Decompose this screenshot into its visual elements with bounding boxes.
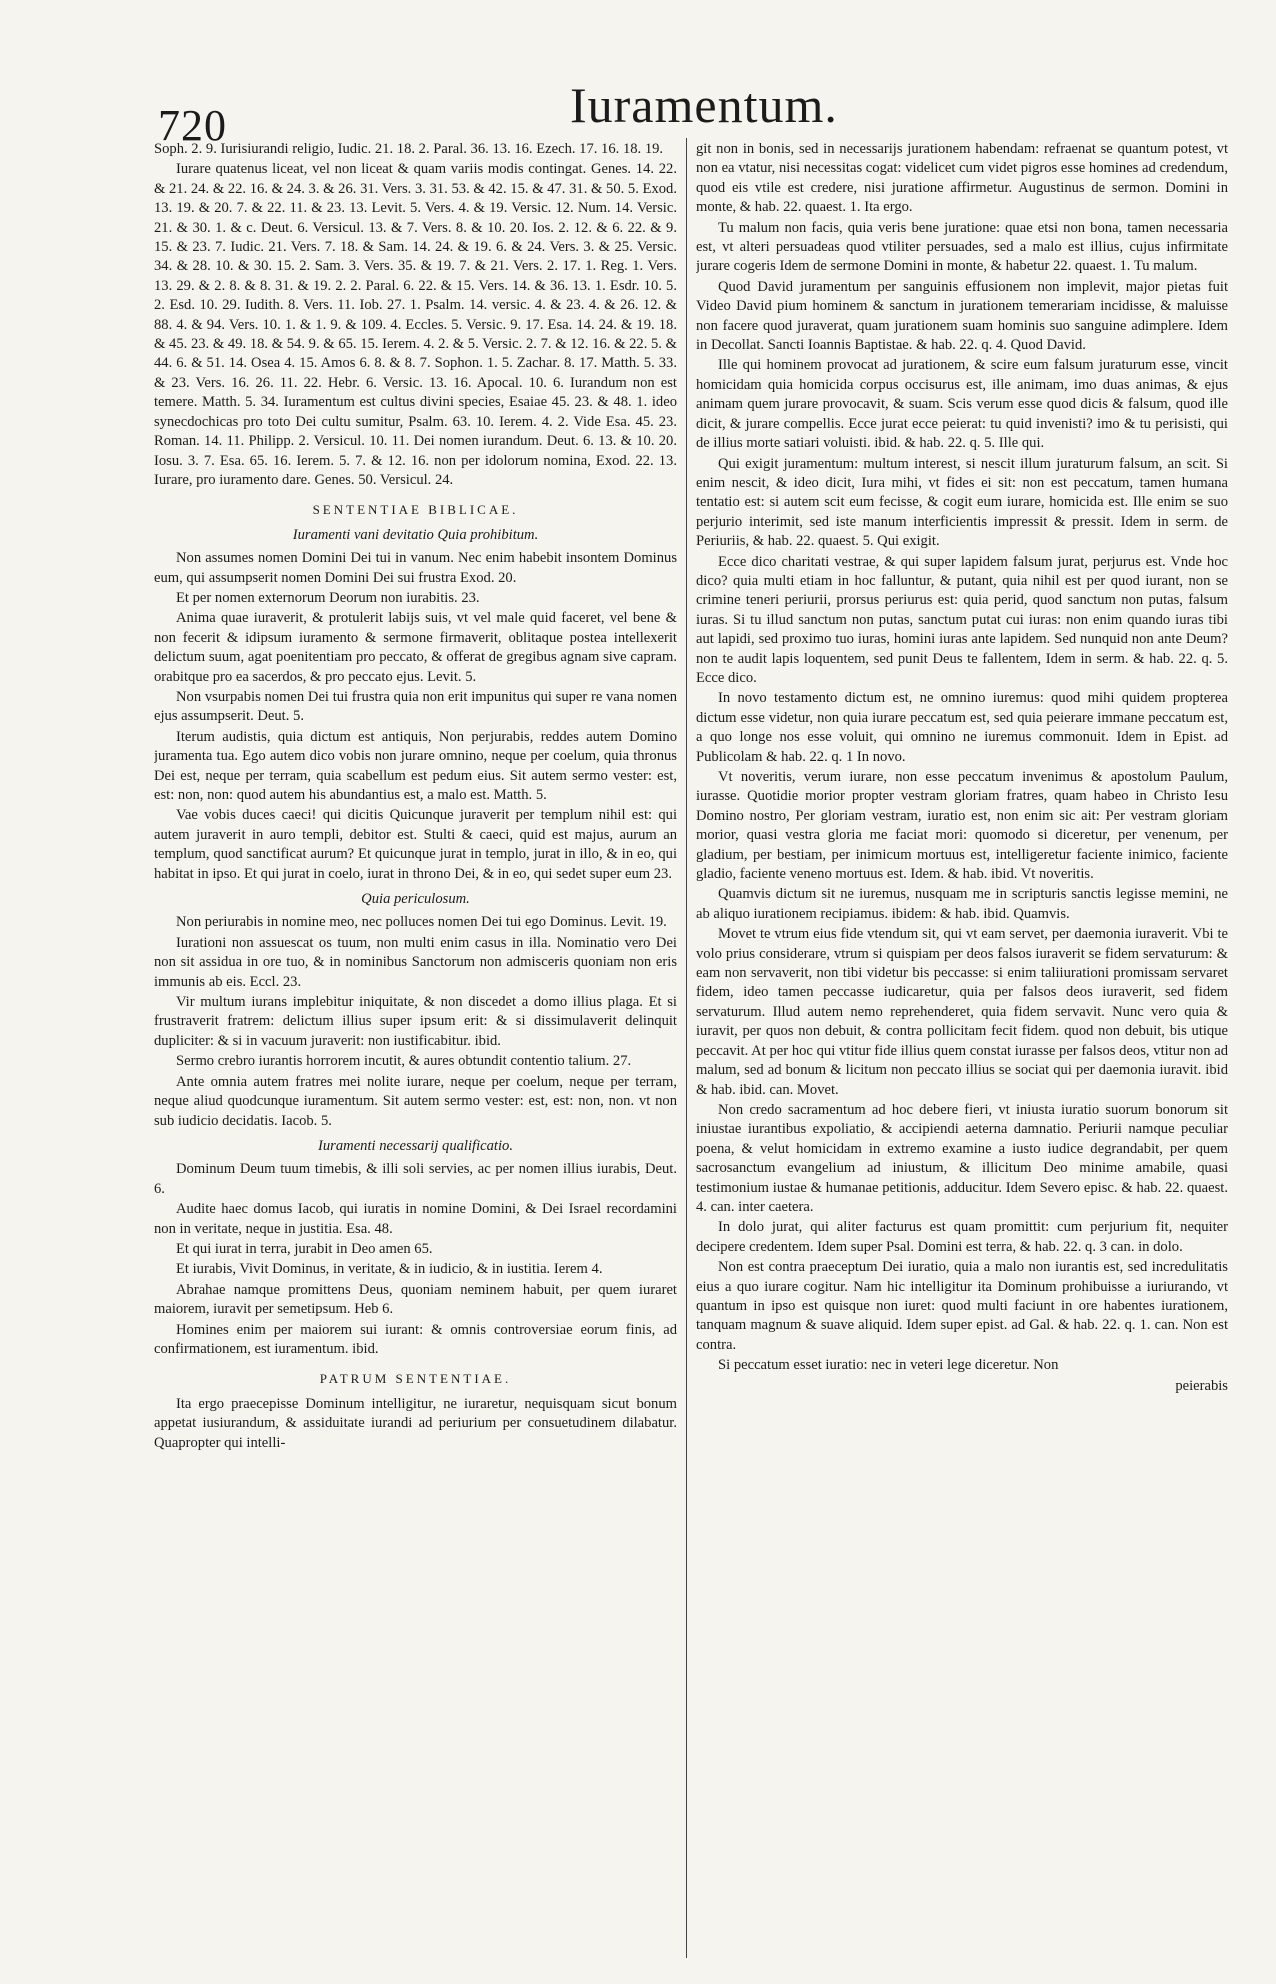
patristic-paragraph: Quamvis dictum sit ne iuremus, nusquam me in scripturis sanctis legisse memini, ne ab aliquo iurationem recipiamus. ibidem: & hab. ibid. Quamvis. bbox=[696, 886, 1228, 922]
patristic-paragraph: Vt noveritis, verum iurare, non esse peccatum invenimus & apostolum Paulum, iurasse. Quotidie morior propter vestram gloriam fratres, quam habeo in Christo Iesu Domino nostro, Per gloriam vestram, iuratio est, non enim sic ait: Per vestram gloriam morior, quasi vestra gloria me faciat mori: quomodo si diceretur, per venenum, per gladium, per bestiam, per inimicum mortuus est, intelligeretur faciente inimico, faciente gladio, faciente veneno mortuus est. Idem. & hab. ibid. Vt noveritis. bbox=[696, 769, 1228, 883]
patristic-paragraph: Non credo sacramentum ad hoc debere fieri, vt iniusta iuratio suorum bonorum sit iniustae iurantibus expoliatio, & accipiendi aeterna damnatio. Periurii namque peculiar poena, & velut homicidam in extremo examine a iusto iudice degrandabit, per quem sacrosanctum evangelium ad iniustum, & illicitum Deo minime amabile, quasi testimonium iustae & humanae petitionis, adducitur. Idem Severo episc. & hab. 22. quaest. 4. can. inter caetera. bbox=[696, 1101, 1228, 1215]
subsection-heading: Iuramenti necessarij qualificatio. bbox=[318, 1137, 513, 1154]
subsection-heading: Iuramenti vani devitatio Quia prohibitum. bbox=[292, 526, 539, 543]
patristic-paragraph: Ecce dico charitati vestrae, & qui super lapidem falsum jurat, perjurus est. Vnde hoc dico? quia multi etiam in hoc falluntur, & putant, quia nihil est per quod iurant, non se crimine teneri periurii, prorsus periurus est: quia perid, quod sanctum non putas, falsum iuras. Si tu illud sanctum non putas, sanctum putat cui iuras: non enim quando iuras tibi aut lapidi, sed proximo tuo iuras, homini iuras ante lapidem. Sed nunquid non ante Deum? non te audit lapis loquentem, sed punit Deus te fallentem, Idem in serm. & hab. 22. q. 5. Ecce dico. bbox=[696, 553, 1228, 686]
patristic-paragraph: Tu malum non facis, quia veris bene juratione: quae etsi non bona, tamen necessaria est, vt alteri persuadeas quod vtiliter persuades, sed a malo est illius, cujus infirmitate jurare cogeris Idem de sermone Domini in monte, & habetur 22. quaest. 1. Tu malum. bbox=[696, 219, 1228, 275]
scripture-paragraph: Et iurabis, Vivit Dominus, in veritate, & in iudicio, & in iustitia. Ierem 4. bbox=[176, 1261, 603, 1278]
citation-paragraph: Iurare quatenus liceat, vel non liceat & quam variis modis contingat. Genes. 14. 22. & 21. 24. & 22. 16. & 24. 3. & 26. 31. Vers. 3. 31. 53. & 42. 15. & 47. 31. & 50. 5. Exod. 13. 19. & 20. 7. & 22. 11. & 23. 13. Levit. 5. Vers. 4. & 19. Versic. 12. Num. 14. Versic. 21. & 30. 1. & c. Deut. 6. Versicul. 13. & 7. Vers. 8. & 10. 20. Ios. 2. 12. & 6. 22. & 9. 15. & 23. 7. Iudic. 21. Vers. 7. 18. & Sam. 14. 24. & 19. 6. & 24. Vers. 3. & 25. Versic. 34. & 28. 10. & 30. 15. 2. Sam. 3. Vers. 35. & 19. 7. & 21. Vers. 2. 17. 1. Reg. 1. Vers. 13. 29. & 2. 8. & 8. 31. & 19. 2. 2. Paral. 6. 22. & 15. Vers. 14. & 36. 13. 1. Esdr. 10. 5. 2. Esd. 10. 29. Iudith. 8. Vers. 11. Iob. 27. 1. Psalm. 14. versic. 4. & 23. 4. & 26. 12. & 88. 4. & 94. Vers. 10. 1. & 1. 9. & 109. 4. Eccles. 5. Versic. 9. 17. Esa. 14. 24. & 19. 18. & 45. 23. & 49. 18. & 54. 9. & 65. 15. Ierem. 4. 2. & 5. Versic. 2. 7. & 12. 16. & 22. 5. & 44. 6. & 51. 14. Osea 4. 15. Amos 6. 8. & 8. 7. Sophon. 1. 5. Zachar. 8. 17. Matth. 5. 33. & 23. Vers. 16. 26. 11. 22. Hebr. 6. Versic. 13. 16. Apocal. 10. 6. Iurandum non est temere. Matth. 5. 34. Iuramentum est cultus divini species, Esaiae 45. 23. & 48. 1. ideo synecdochicas pro toto Dei cultu sumitur, Psalm. 63. 10. Ierem. 4. 2. Vide Esa. 45. 23. Roman. 14. 11. Philipp. 2. Versicul. 10. 11. Dei nomen iurandum. Deut. 6. 13. & 10. 20. Iosu. 3. 7. Esa. 65. 16. Ierem. 5. 7. & 12. 16. non per idolorum nomina, Exod. 22. 13. Iurare, pro iuramento dare. Genes. 50. Versicul. 24. bbox=[154, 161, 677, 488]
left-column bbox=[154, 140, 677, 1960]
scripture-paragraph: Sermo crebro iurantis horrorem incutit, & aures obtundit contentio talium. 27. bbox=[176, 1053, 632, 1070]
column-divider bbox=[686, 138, 687, 1958]
scripture-paragraph: Iterum audistis, quia dictum est antiquis, Non perjurabis, reddes autem Domino juramenta tua. Ego autem dico vobis non jurare omnino, neque per coelum, quia thronus Dei est, neque per terram, quia scabellum est pedum eius. Sit autem sermo vester: est, est: non, non: quod autem his abundantius est, a malo est. Matth. 5. bbox=[154, 728, 677, 803]
scripture-paragraph: Non vsurpabis nomen Dei tui frustra quia non erit impunitus qui super re vana nomen ejus assumpserit. Deut. 5. bbox=[154, 688, 677, 725]
section-heading: PATRUM SENTENTIAE. bbox=[319, 1371, 512, 1387]
scripture-paragraph: Ante omnia autem fratres mei nolite iurare, neque per coelum, neque per terram, neque aliud quodcunque iuramentum. Sit autem sermo vester: est, est: non, non. vt non sub iudicio decidatis. Iacob. 5. bbox=[154, 1073, 677, 1129]
scripture-paragraph: Audite haec domus Iacob, qui iuratis in nomine Domini, & Dei Israel recordamini non in veritate, neque in justitia. Esa. 48. bbox=[154, 1201, 677, 1237]
patristic-paragraph: In novo testamento dictum est, ne omnino iuremus: quod mihi quidem propterea dictum esse videtur, non quia iurare peccatum est, sed quia peierare immane peccatum est, a quo longe nos esse voluit, qui omnino ne iuremus commonuit. Idem in Epist. ad Publicolam & hab. 22. q. 1 In novo. bbox=[696, 690, 1228, 765]
scripture-paragraph: Non assumes nomen Domini Dei tui in vanum. Nec enim habebit insontem Dominus eum, qui assumpserit nomen Domini Dei sui frustra Exod. 20. bbox=[154, 550, 677, 586]
patristic-paragraph: git non in bonis, sed in necessarijs jurationem habendam: refraenat se quantum potest, vt non ea vtatur, nisi necessitas cogat: videlicet cum videt pigros esse homines ad credendum, quod eis vtile est credere, nisi juratione affirmetur. Augustinus de sermon. Domini in monte, & hab. 22. quaest. 1. Ita ergo. bbox=[696, 141, 1228, 216]
patristic-paragraph: Non est contra praeceptum Dei iuratio, quia a malo non iurantis est, sed incredulitatis eius a quo iurare cogitur. Nam hic intelligitur ita Dominum prohibuisse a iuriurando, vt quantum in ipso est quisque non iuret: quod multi faciunt in ore habentes iurationem, tanquam magnum & suave aliquid. Idem super epist. ad Gal. & hab. 22. q. 1. can. Non est contra. bbox=[696, 1259, 1228, 1353]
scripture-paragraph: Et qui iurat in terra, jurabit in Deo amen 65. bbox=[176, 1240, 433, 1257]
scripture-paragraph: Vir multum iurans implebitur iniquitate, & non discedet a domo illius plaga. Et si frustraverit fratrem: delictum illius super ipsum erit: & si dissimulaverit delinquit dupliciter: & si in vacuum juraverit: non iustificabitur. ibid. bbox=[154, 994, 677, 1049]
scripture-paragraph: Dominum Deum tuum timebis, & illi soli servies, ac per nomen illius iurabis, Deut. 6. bbox=[154, 1161, 677, 1197]
citation-paragraph: Soph. 2. 9. Iurisiurandi religio, Iudic. 21. 18. 2. Paral. 36. 13. 16. Ezech. 17. 16. 18. 19. bbox=[154, 141, 664, 157]
scripture-paragraph: Anima quae iuraverit, & protulerit labijs suis, vt vel male quid faceret, vel bene & non fecerit & idipsum iuramento & sermone firmaverit, oblitaque postea intellexerit delictum suum, agat poenitentiam pro peccato, & offerat de gregibus agnam sive capram. orabitque pro ea sacerdos, & pro peccato ejus. Levit. 5. bbox=[154, 610, 677, 685]
patristic-paragraph: Si peccatum esset iuratio: nec in veteri lege diceretur. Non bbox=[718, 1357, 1059, 1374]
patristic-paragraph: Qui exigit juramentum: multum interest, si nescit illum juraturum falsum, an scit. Si enim nescit, & ideo dicit, Iura mihi, vt fides ei sit: non est peccatum, tamen humana tentatio est: si autem scit eum fecisse, & cogit eum iurare, homicida est. Ille enim se suo perjurio interimit, sed iste manum interficientis impressit & pressit. Idem in serm. de Periuriis, & hab. 22. quaest. 5. Qui exigit. bbox=[696, 455, 1228, 550]
patristic-paragraph: Ille qui hominem provocat ad jurationem, & scire eum falsum juraturum esse, vincit homicidam quia homicida corpus occisurus est, ille animam, imo duas animas, & ejus animam quem jurare provocavit, & suam. Scis verum esse quod dicis & falsum, quod ille dicit, & jurare compellis. Ecce jurat ecce peierat: tu quid invenisti? imo & tu perisisti, qui de illius morte satiari voluisti. ibid. & hab. 22. q. 5. Ille qui. bbox=[696, 357, 1228, 452]
scripture-paragraph: Non periurabis in nomine meo, nec polluces nomen Dei tui ego Dominus. Levit. 19. bbox=[176, 914, 667, 931]
patristic-paragraph: In dolo jurat, qui aliter facturus est quam promittit: cum perjurium fit, nequiter decipere credentem. Idem super Psal. Domini est terra, & hab. 22. q. 3 can. in dolo. bbox=[696, 1219, 1228, 1255]
scripture-paragraph: Homines enim per maiorem sui iurant: & omnis controversiae eorum finis, ad confirmationem, est iuramentum. ibid. bbox=[154, 1321, 677, 1357]
scripture-paragraph: Abrahae namque promittens Deus, quoniam neminem habuit, per quem iuraret maiorem, iuravit per semetipsum. Heb 6. bbox=[154, 1281, 677, 1318]
running-title: Iuramentum. bbox=[570, 77, 838, 133]
page-number: 720 bbox=[158, 101, 227, 150]
subsection-heading: Quia periculosum. bbox=[361, 891, 470, 908]
scripture-paragraph: Vae vobis duces caeci! qui dicitis Quicunque juraverit per templum nihil est: qui autem juraverit in auro templi, debitor est. Stulti & caeci, quid est majus, aurum an templum, quod sanctificat aurum? Et quicunque jurat in templo, jurat in illo, & in eo, qui habitat in ipso. Et qui jurat in coelo, iurat in throno Dei, & in eo, qui sedet super eum 23. bbox=[154, 807, 677, 882]
scripture-paragraph: Et per nomen externorum Deorum non iurabitis. 23. bbox=[176, 589, 480, 606]
catchword: peierabis bbox=[1175, 1377, 1228, 1394]
patristic-paragraph: Quod David juramentum per sanguinis effusionem non implevit, major pietas fuit Video David pium hominem & sanctum in jurationem temerariam incidisse, & maluisse non facere quod juraverat, quam jurationem suam hominis suo sanguine adimplere. Idem in Decollat. Sancti Ioannis Baptistae. & hab. 22. q. 4. Quod David. bbox=[696, 278, 1228, 354]
right-column bbox=[696, 140, 1228, 1970]
scripture-paragraph: Iurationi non assuescat os tuum, non multi enim casus in illa. Nominatio vero Dei non sit assidua in ore tuo, & in nominibus Sanctorum non admisceris quoniam non eris immunis ab eis. Eccl. 23. bbox=[154, 934, 677, 990]
patristic-paragraph: Ita ergo praecepisse Dominum intelligitur, ne iuraretur, nequisquam sicut bonum appetat iusiurandum, & assiduitate iurandi ad periurium per consuetudinem dilabatur. Quapropter qui intelli- bbox=[154, 1395, 677, 1451]
section-heading: SENTENTIAE BIBLICAE. bbox=[312, 502, 519, 518]
patristic-paragraph: Movet te vtrum eius fide vtendum sit, qui vt eam servet, per daemonia iuraverit. Vbi te volo prius considerare, vtrum si quispiam per deos falsos iuraverit se fidem servaturum: & eam non servaverit, non tibi videtur bis peccasse: si enim taliiurationi promissam servaret fidem, ideo tamen peccasse iudicaretur, quia per falsos deos iuraverit, sed fidem servaturum. Illud autem nemo reprehenderet, quia fidem servavit. Nunc vero quia & iuravit, per quos non debuit, & contra pollicitam fecit fidem. quod non debuit, bis utique peccavit. At per hoc qui vtitur fide illius quem constat iurasse per falsos deos, vtitur non ad malum, sed ad bonum & licitum non peccato illius se sociat qui per daemonia iuravit. ibid & hab. ibid. can. Movet. bbox=[696, 926, 1228, 1098]
